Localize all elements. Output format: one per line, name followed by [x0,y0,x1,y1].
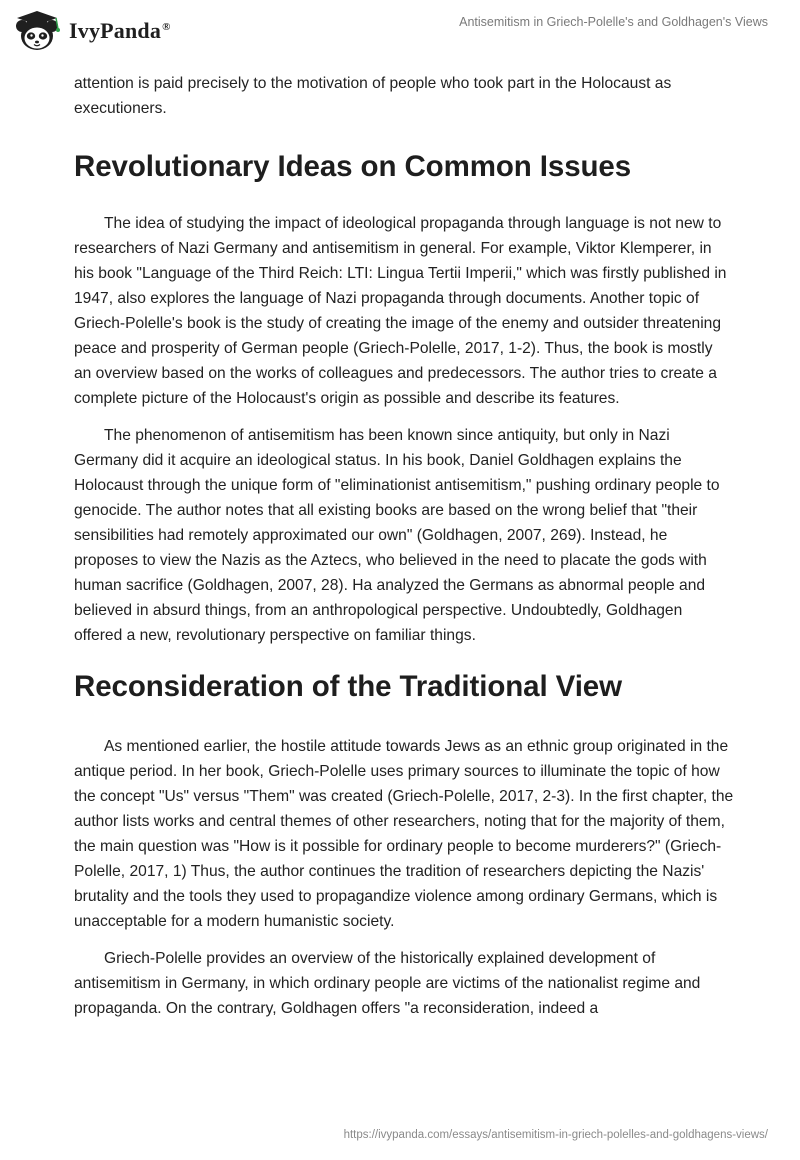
ivypanda-logo[interactable] [12,9,171,53]
panda-graduate-icon [12,9,64,53]
section-heading-reconsideration: Reconsideration of the Traditional View [74,670,622,703]
paragraph: The idea of studying the impact of ideological propaganda through language is not new to researchers of Nazi Germany and antisemitism in general. For example, Viktor Klemperer, in his book "Language of the Third Reich: LTI: Lingua Tertii Imperii," which was firstly published in 1947, also explores the language of Nazi propaganda through documents. Another topic of Griech-Polelle's book is the study of creating the image of the enemy and outsider threatening peace and prosperity of German people (Griech-Polelle, 2017, 1-2). Thus, the book is mostly an overview based on the works of colleagues and predecessors. The author tries to create a complete picture of the Holocaust's origin as possible and describe its features. [74,215,727,407]
registered-mark: ® [162,20,171,33]
document-title: Antisemitism in Griech-Polelle's and Goldhagen's Views [459,15,768,29]
page-header [0,0,800,62]
essay-content [74,71,734,1021]
brand-name: IvyPanda® [69,18,171,43]
section-heading-revolutionary-ideas: Revolutionary Ideas on Common Issues [74,150,632,183]
paragraph: Griech-Polelle provides an overview of the historically explained development of antisemitism in Germany, in which ordinary people are victims of the nationalist regime and propaganda. On the contrary, Goldhagen offers "a reconsideration, indeed a [74,950,701,1017]
source-url[interactable]: https://ivypanda.com/essays/antisemitism-in-griech-polelles-and-goldhagens-views/ [343,1129,768,1141]
paragraph: The phenomenon of antisemitism has been known since antiquity, but only in Nazi Germany did it acquire an ideological status. In his book, Daniel Goldhagen explains the Holocaust through the unique form of "eliminationist antisemitism," pushing ordinary people to genocide. The author notes that all existing books are based on the wrong belief that "their sensibilities had remotely approximated our own" (Goldhagen, 2007, 269). Instead, he proposes to view the Nazis as the Aztecs, who believed in the need to placate the gods with human sacrifice (Goldhagen, 2007, 28). Ha analyzed the Germans as abnormal people and believed in absurd things, from an anthropological perspective. Undoubtedly, Goldhagen offered a new, revolutionary perspective on familiar things. [74,427,720,644]
intro-paragraph-tail: attention is paid precisely to the motivation of people who took part in the Holocaust as executioners. [74,75,672,117]
paragraph: As mentioned earlier, the hostile attitude towards Jews as an ethnic group originated in the antique period. In her book, Griech-Polelle uses primary sources to illuminate the topic of how the concept "Us" versus "Them" was created (Griech-Polelle, 2017, 2-3). In the first chapter, the author lists works and central themes of other researchers, noting that for the majority of them, the main question was "How is it possible for ordinary people to become murderers?" (Griech-Polelle, 2017, 1) Thus, the author continues the tradition of researchers depicting the Nazis' brutality and the tools they used to propagandize violence among ordinary Germans, which is unacceptable for a modern humanistic society. [74,738,734,930]
